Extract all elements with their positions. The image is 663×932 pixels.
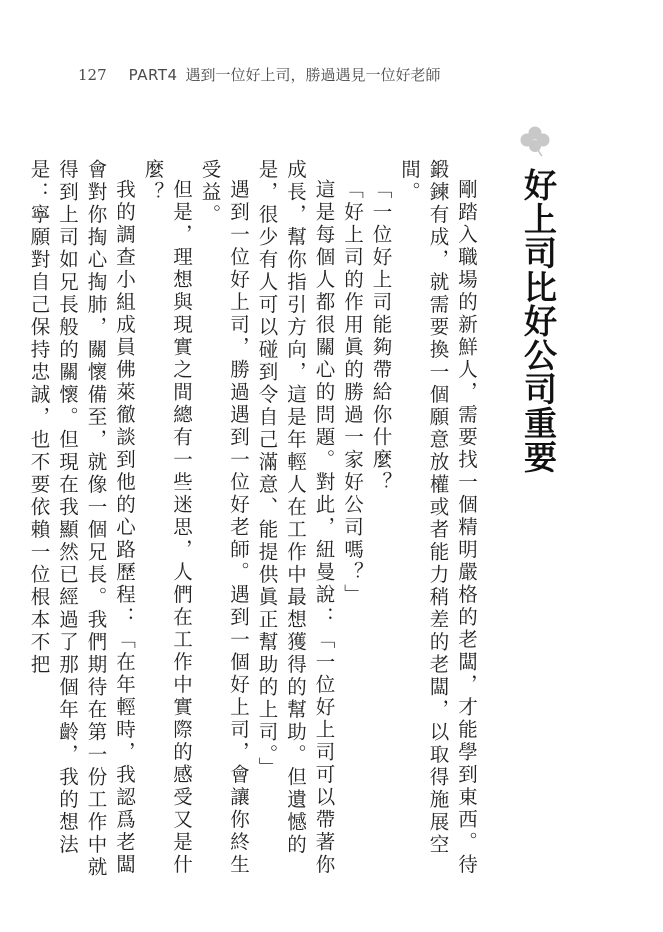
paragraph: 我的調查小組成員佛萊徹談到他的心路歷程：「在年輕時，我認爲老闆會對你掏心掏肺，關懷備至，就像一個兄長。我們期待在第一份工作中就得到上司如兄長般的關懷。但現在我顯然已經過了那個年齡，我的想法是：寧願對自己保持忠誠，也不要依賴一位根本不把 xyxy=(27,159,136,879)
part-subtitle: 遇到一位好上司，勝過遇見一位好老師 xyxy=(185,66,441,84)
paragraph: 這是每個人都很關心的問題。對此，紐曼說：「一位好上司可以帶著你成長，幫你指引方向，這是年輕人在工作中最想獲得的幫助。但遺憾的是，很少有人可以碰到令自己滿意、能提供眞正幫助的上司。」 xyxy=(255,159,336,876)
paragraph: 「好上司的作用眞的勝過一家好公司嗎？」 xyxy=(341,178,364,606)
page-number: 127 xyxy=(78,66,107,84)
running-header xyxy=(78,64,441,84)
paragraph: 但是，理想與現實之間總有一些迷思，人們在工作中實際的感受又是什麼？ xyxy=(141,159,193,876)
paragraph: 剛踏入職場的新鮮人，需要找一個精明嚴格的老闆，才能學到東西。待鍛鍊有成，就需要換一個願意放權或者能力稍差的老闆，以取得施展空間。 xyxy=(398,159,478,876)
paragraph: 遇到一位好上司，勝過遇到一位好老師。遇到一個好上司，會讓你終生受益。 xyxy=(198,159,250,876)
paragraph: 「一位好上司能夠帶給你什麼？ xyxy=(369,178,393,494)
clover-icon xyxy=(518,124,552,158)
section-title: 好上司比好公司重要 xyxy=(519,168,558,474)
part-label: PART4 xyxy=(128,66,178,84)
body-text xyxy=(27,159,480,879)
